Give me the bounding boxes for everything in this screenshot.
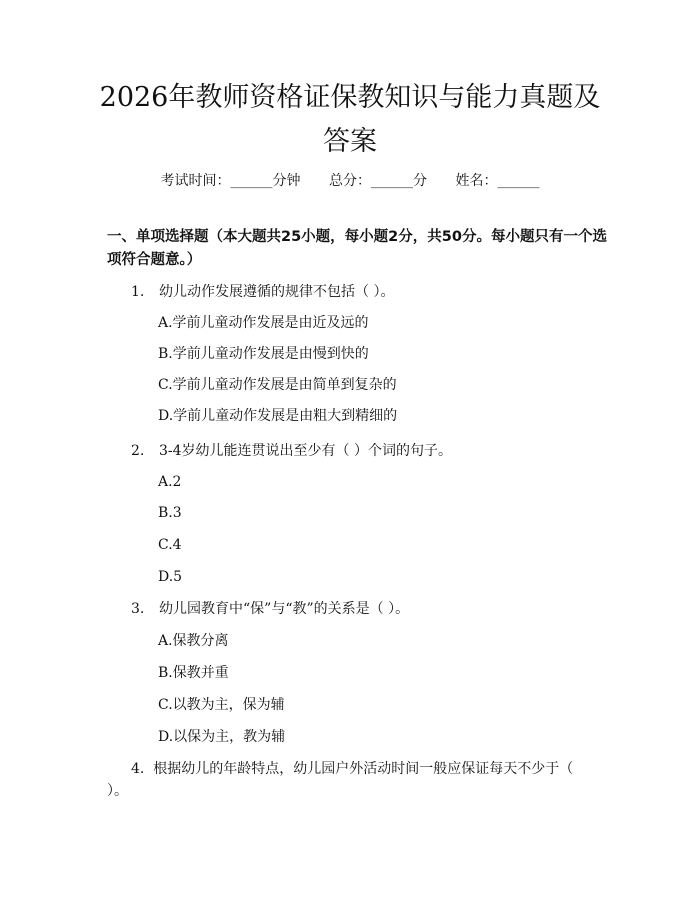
question-text: 幼儿园教育中“保”与“教”的关系是（ ）。	[159, 601, 410, 617]
question-text: 根据幼儿的年龄特点，幼儿园户外活动时间一般应保证每天不少于（ ）。	[107, 761, 574, 799]
exam-meta	[0, 170, 700, 190]
exam-time-field: 考试时间：______分钟	[160, 173, 301, 189]
option-d: D.5	[158, 569, 183, 585]
option-d: D.以保为主，教为辅	[158, 729, 286, 745]
question-text: 3-4岁幼儿能连贯说出至少有（ ）个词的句子。	[159, 443, 452, 459]
option-b: B.学前儿童动作发展是由慢到快的	[158, 346, 369, 362]
question-number: 4.	[131, 761, 145, 777]
page-title: 2026年教师资格证保教知识与能力真题及答案	[99, 82, 601, 157]
question-4	[107, 758, 587, 802]
question-number: 1.	[131, 284, 145, 300]
option-c: C.4	[158, 537, 182, 553]
question-number: 3.	[131, 601, 145, 617]
question-text: 幼儿动作发展遵循的规律不包括（ ）。	[159, 284, 395, 300]
question-1	[131, 281, 394, 303]
option-b: B.3	[158, 505, 182, 521]
option-a: A.保教分离	[158, 633, 229, 649]
section-heading: 一、单项选择题（本大题共25小题，每小题2分，共50分。每小题只有一个选项符合题意。）	[107, 229, 607, 268]
option-a: A.学前儿童动作发展是由近及远的	[158, 315, 369, 331]
question-2	[131, 440, 452, 462]
total-score-field: 总分：______分	[329, 173, 427, 189]
name-field: 姓名：______	[455, 173, 540, 189]
option-a: A.2	[158, 474, 182, 490]
option-d: D.学前儿童动作发展是由粗大到精细的	[158, 408, 398, 424]
option-b: B.保教并重	[158, 665, 229, 681]
question-3	[131, 598, 409, 620]
question-number: 2.	[131, 443, 145, 459]
option-c: C.以教为主，保为辅	[158, 697, 285, 713]
option-c: C.学前儿童动作发展是由简单到复杂的	[158, 377, 397, 393]
